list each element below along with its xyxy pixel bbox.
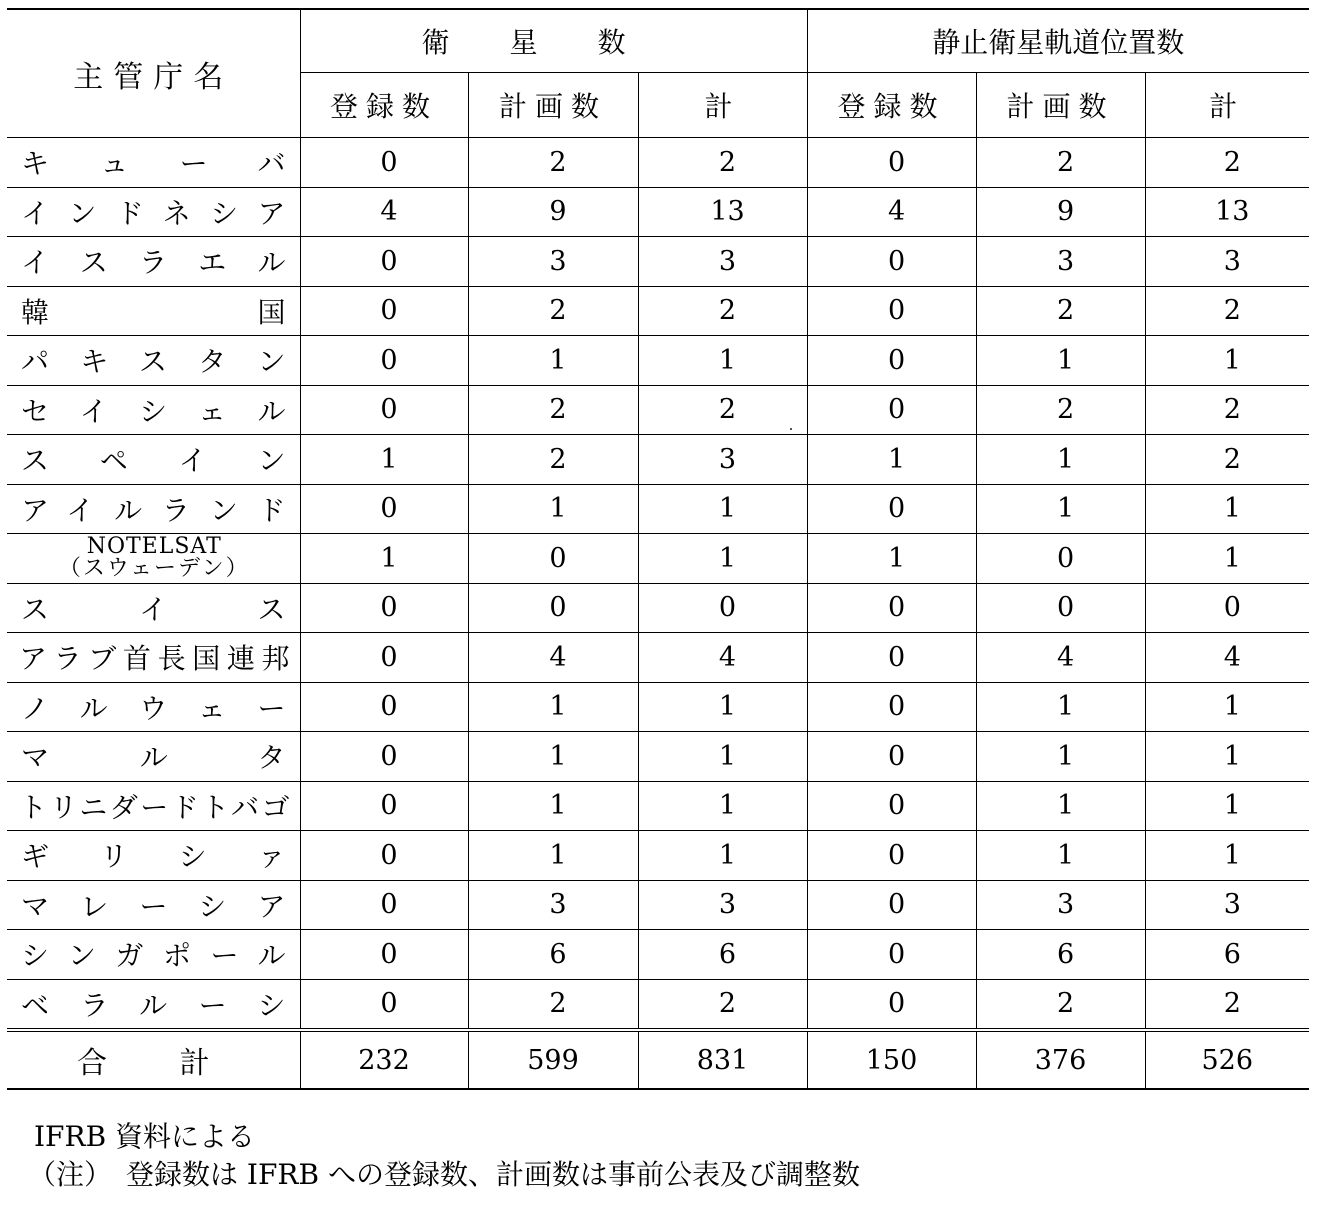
value-cell: 6 xyxy=(1145,930,1309,980)
value-cell: 0 xyxy=(300,633,468,683)
table-row xyxy=(7,831,1309,881)
value-cell: 0 xyxy=(300,979,468,1030)
country-name: スペイン xyxy=(7,435,300,485)
value-cell: 0 xyxy=(300,583,468,633)
value-cell: 2 xyxy=(976,385,1145,435)
value-cell: 2 xyxy=(468,138,638,188)
total-value-cell: 599 xyxy=(468,1030,638,1089)
value-cell: 1 xyxy=(468,732,638,782)
country-name: マルタ xyxy=(7,732,300,782)
country-name: シンガポール xyxy=(7,930,300,980)
country-name-line2: （スウェーデン） xyxy=(58,556,250,582)
value-cell: 6 xyxy=(638,930,807,980)
value-cell: 1 xyxy=(638,781,807,831)
notes xyxy=(28,1118,860,1194)
value-cell: 0 xyxy=(300,781,468,831)
value-cell: 1 xyxy=(976,732,1145,782)
header-geo-planned: 計画数 xyxy=(976,73,1145,138)
total-value-cell: 232 xyxy=(300,1030,468,1089)
table-row xyxy=(7,583,1309,633)
value-cell: 1 xyxy=(976,435,1145,485)
value-cell: 9 xyxy=(976,187,1145,237)
value-cell: 3 xyxy=(468,880,638,930)
value-cell: 2 xyxy=(468,286,638,336)
value-cell: 6 xyxy=(468,930,638,980)
country-name: スイス xyxy=(7,583,300,633)
table-row xyxy=(7,732,1309,782)
value-cell: 0 xyxy=(807,237,976,287)
country-name-line1: NOTELSAT xyxy=(86,534,222,560)
value-cell: 3 xyxy=(468,237,638,287)
value-cell: 2 xyxy=(638,979,807,1030)
value-cell: 6 xyxy=(976,930,1145,980)
value-cell: 2 xyxy=(1145,286,1309,336)
value-cell: 0 xyxy=(1145,583,1309,633)
value-cell: 2 xyxy=(638,385,807,435)
header-geo-registered: 登録数 xyxy=(807,73,976,138)
country-name: 韓国 xyxy=(7,286,300,336)
value-cell: 1 xyxy=(1145,534,1309,584)
value-cell: 4 xyxy=(300,187,468,237)
value-cell: 4 xyxy=(1145,633,1309,683)
table-row xyxy=(7,781,1309,831)
total-value-cell: 831 xyxy=(638,1030,807,1089)
country-name: イスラエル xyxy=(7,237,300,287)
country-name: セイシェル xyxy=(7,385,300,435)
table-row xyxy=(7,534,1309,584)
table-row xyxy=(7,237,1309,287)
value-cell: 0 xyxy=(807,682,976,732)
value-cell: 1 xyxy=(638,534,807,584)
value-cell: 0 xyxy=(300,880,468,930)
country-name: トリニダードトバゴ xyxy=(7,781,300,831)
value-cell: 0 xyxy=(300,831,468,881)
value-cell: 1 xyxy=(468,831,638,881)
country-name: マレーシア xyxy=(7,880,300,930)
value-cell: 0 xyxy=(807,979,976,1030)
table-row xyxy=(7,435,1309,485)
value-cell: 0 xyxy=(807,583,976,633)
value-cell: 0 xyxy=(300,237,468,287)
value-cell: 0 xyxy=(300,682,468,732)
header-sat-total: 計 xyxy=(638,73,807,138)
value-cell: 0 xyxy=(807,880,976,930)
value-cell: 0 xyxy=(807,732,976,782)
value-cell: 0 xyxy=(807,930,976,980)
table-row xyxy=(7,633,1309,683)
value-cell: 3 xyxy=(1145,237,1309,287)
value-cell: 3 xyxy=(638,435,807,485)
value-cell: 2 xyxy=(638,286,807,336)
table-row xyxy=(7,979,1309,1030)
value-cell: 2 xyxy=(468,435,638,485)
value-cell: 0 xyxy=(807,633,976,683)
value-cell: 1 xyxy=(1145,831,1309,881)
country-name: インドネシア xyxy=(7,187,300,237)
value-cell: 0 xyxy=(807,385,976,435)
table-row xyxy=(7,484,1309,534)
value-cell: 0 xyxy=(807,831,976,881)
value-cell: 0 xyxy=(300,138,468,188)
value-cell: 4 xyxy=(976,633,1145,683)
value-cell: 1 xyxy=(976,781,1145,831)
footnote: （注） 登録数は IFRB への登録数、計画数は事前公表及び調整数 xyxy=(28,1158,860,1191)
satellite-table xyxy=(7,8,1309,1090)
header-geo-positions: 静止衛星軌道位置数 xyxy=(807,9,1309,73)
value-cell: 1 xyxy=(468,484,638,534)
value-cell: 0 xyxy=(300,385,468,435)
value-cell: 2 xyxy=(1145,979,1309,1030)
table-row xyxy=(7,138,1309,188)
header-satellites: 衛星数 xyxy=(300,9,807,73)
country-name: ベラルーシ xyxy=(7,979,300,1030)
value-cell: 3 xyxy=(1145,880,1309,930)
value-cell: 0 xyxy=(300,484,468,534)
country-name: ギリシァ xyxy=(7,831,300,881)
value-cell: 4 xyxy=(468,633,638,683)
total-value-cell: 376 xyxy=(976,1030,1145,1089)
value-cell: 9 xyxy=(468,187,638,237)
value-cell: 2 xyxy=(638,138,807,188)
scan-dot xyxy=(790,428,792,430)
value-cell: 1 xyxy=(1145,484,1309,534)
value-cell: 13 xyxy=(638,187,807,237)
table-row xyxy=(7,385,1309,435)
value-cell: 1 xyxy=(1145,336,1309,386)
value-cell: 0 xyxy=(976,583,1145,633)
header-sat-planned: 計画数 xyxy=(468,73,638,138)
value-cell: 0 xyxy=(807,484,976,534)
value-cell: 1 xyxy=(468,336,638,386)
value-cell: 0 xyxy=(807,336,976,386)
country-name: ノルウェー xyxy=(7,682,300,732)
table-row xyxy=(7,286,1309,336)
value-cell: 0 xyxy=(300,336,468,386)
table-row xyxy=(7,930,1309,980)
value-cell: 1 xyxy=(1145,781,1309,831)
value-cell: 2 xyxy=(976,979,1145,1030)
value-cell: 1 xyxy=(976,831,1145,881)
table-row xyxy=(7,187,1309,237)
value-cell: 0 xyxy=(807,286,976,336)
value-cell: 1 xyxy=(638,831,807,881)
value-cell: 3 xyxy=(638,237,807,287)
value-cell: 3 xyxy=(976,237,1145,287)
value-cell: 0 xyxy=(300,732,468,782)
value-cell: 2 xyxy=(468,979,638,1030)
value-cell: 0 xyxy=(300,286,468,336)
total-value-cell: 526 xyxy=(1145,1030,1309,1089)
table-row xyxy=(7,336,1309,386)
value-cell: 13 xyxy=(1145,187,1309,237)
value-cell: 2 xyxy=(1145,138,1309,188)
header-sat-registered: 登録数 xyxy=(300,73,468,138)
country-name: アラブ首長国連邦 xyxy=(7,633,300,683)
value-cell: 1 xyxy=(300,534,468,584)
value-cell: 0 xyxy=(807,781,976,831)
value-cell: 1 xyxy=(807,534,976,584)
value-cell: 1 xyxy=(1145,732,1309,782)
value-cell: 1 xyxy=(638,484,807,534)
value-cell: 0 xyxy=(638,583,807,633)
value-cell: 1 xyxy=(638,682,807,732)
value-cell: 1 xyxy=(1145,682,1309,732)
value-cell: 1 xyxy=(638,732,807,782)
value-cell: 2 xyxy=(976,286,1145,336)
value-cell: 1 xyxy=(807,435,976,485)
value-cell: 1 xyxy=(468,781,638,831)
table-row xyxy=(7,880,1309,930)
value-cell: 3 xyxy=(638,880,807,930)
value-cell: 1 xyxy=(976,336,1145,386)
value-cell: 3 xyxy=(976,880,1145,930)
country-name: キューバ xyxy=(7,138,300,188)
total-label: 合計 xyxy=(7,1030,300,1089)
header-geo-total: 計 xyxy=(1145,73,1309,138)
value-cell: 0 xyxy=(300,930,468,980)
country-name: アイルランド xyxy=(7,484,300,534)
value-cell: 1 xyxy=(468,682,638,732)
source-note: IFRB 資料による xyxy=(34,1120,256,1153)
value-cell: 2 xyxy=(1145,435,1309,485)
value-cell: 4 xyxy=(638,633,807,683)
value-cell: 1 xyxy=(976,682,1145,732)
value-cell: 0 xyxy=(976,534,1145,584)
value-cell: 1 xyxy=(300,435,468,485)
value-cell: 4 xyxy=(807,187,976,237)
total-row xyxy=(7,1030,1309,1089)
country-name xyxy=(7,534,300,584)
value-cell: 2 xyxy=(976,138,1145,188)
value-cell: 1 xyxy=(638,336,807,386)
table-row xyxy=(7,682,1309,732)
country-name: パキスタン xyxy=(7,336,300,386)
value-cell: 2 xyxy=(1145,385,1309,435)
value-cell: 0 xyxy=(807,138,976,188)
value-cell: 1 xyxy=(976,484,1145,534)
value-cell: 0 xyxy=(468,583,638,633)
total-value-cell: 150 xyxy=(807,1030,976,1089)
value-cell: 2 xyxy=(468,385,638,435)
value-cell: 0 xyxy=(468,534,638,584)
header-owner: 主管庁名 xyxy=(7,9,300,138)
